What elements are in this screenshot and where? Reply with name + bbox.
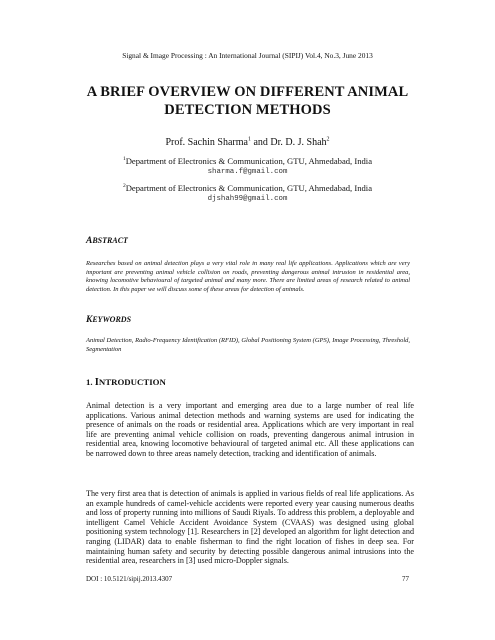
introduction-heading [86,377,166,388]
affiliation-1-text: Department of Electronics & Communication, GTU, Ahmedabad, India [125,156,373,166]
affiliation-2 [0,183,495,193]
affiliation-1 [0,156,495,166]
introduction-heading-first: I [94,377,99,388]
author-line [0,137,495,148]
introduction-paragraph-1: Animal detection is a very important and emerging area due to a large number of real life applications. Various animal detection methods and warning systems are used for indicating the presence of animals on the roads or residential area. Applications which are very important in real life are preventing animal vehicle collision on roads, preventing dangerous animal intrusion in residential area, knowing locomotive behavioural of targeted animal etc. All these applications can be narrowed down to three areas namely detection, tracking and identification of animals. [86,401,414,458]
journal-header: Signal & Image Processing : An International Journal (SIPIJ) Vol.4, No.3, June 2013 [122,51,373,60]
affiliation-2-text: Department of Electronics & Communication, GTU, Ahmedabad, India [125,183,373,193]
author-connector: and [250,137,271,148]
author-1-sup: 1 [247,136,251,143]
affiliation-2-sup: 2 [122,183,126,190]
keywords-heading-first: K [86,315,93,325]
keywords-heading-rest: EYWORDS [92,315,132,324]
introduction-paragraph-2: The very first area that is detection of animals is applied in various fields of real life applications. As an example hundreds of camel-vehicle accidents were reported every year causing numerous deaths and loss of property running into millions of Saudi Riyals. To address this problem, a deployable and intelligent Camel Vehicle Accident Avoidance System (CVAAS) was designed using global positioning system technology [1]. Researchers in [2] developed an algorithm for light detection and ranging (LIDAR) data to enable fisherman to find the right location of fishes in deep sea. For maintaining human safety and security by detecting possible dangerous animal intrusions into the residential area, researchers in [3] used micro-Doppler signals. [86,489,414,566]
keywords-text: Animal Detection, Radio-Frequency Identification (RFID), Global Positioning System (GPS), Image Processing, Threshold, Segmentation [86,337,410,353]
abstract-text: Researches based on animal detection plays a very vital role in many real life applications. Applications which are very important are preventing animal vehicle collision on roads, preventing dangerous animal intrusion in residential area, knowing locomotive behavioural of targeted animal and many more. There are limited areas of research related to animal detection. In this paper we will discuss some of these areas for detection of animals. [86,260,410,293]
affiliation-2-email: djshah99@gmail.com [207,195,288,203]
abstract-heading-first: A [86,236,93,246]
footer-doi: DOI : 10.5121/sipij.2013.4307 [86,575,173,583]
author-2-sup: 2 [326,136,330,143]
paper-title-line-1: A BRIEF OVERVIEW ON DIFFERENT ANIMAL [86,84,409,100]
page-number: 77 [402,575,409,583]
author-1-name: Prof. Sachin Sharma [165,137,248,148]
abstract-heading [86,236,128,246]
affiliation-1-email: sharma.f@gmail.com [207,168,288,176]
introduction-heading-rest: NTRODUCTION [98,377,166,387]
paper-title-line-2: DETECTION METHODS [164,102,331,118]
keywords-heading [86,315,131,325]
affiliation-1-sup: 1 [122,156,126,163]
abstract-heading-rest: BSTRACT [92,236,128,245]
author-2-name: Dr. D. J. Shah [270,137,327,148]
introduction-heading-number: 1. [86,377,95,387]
